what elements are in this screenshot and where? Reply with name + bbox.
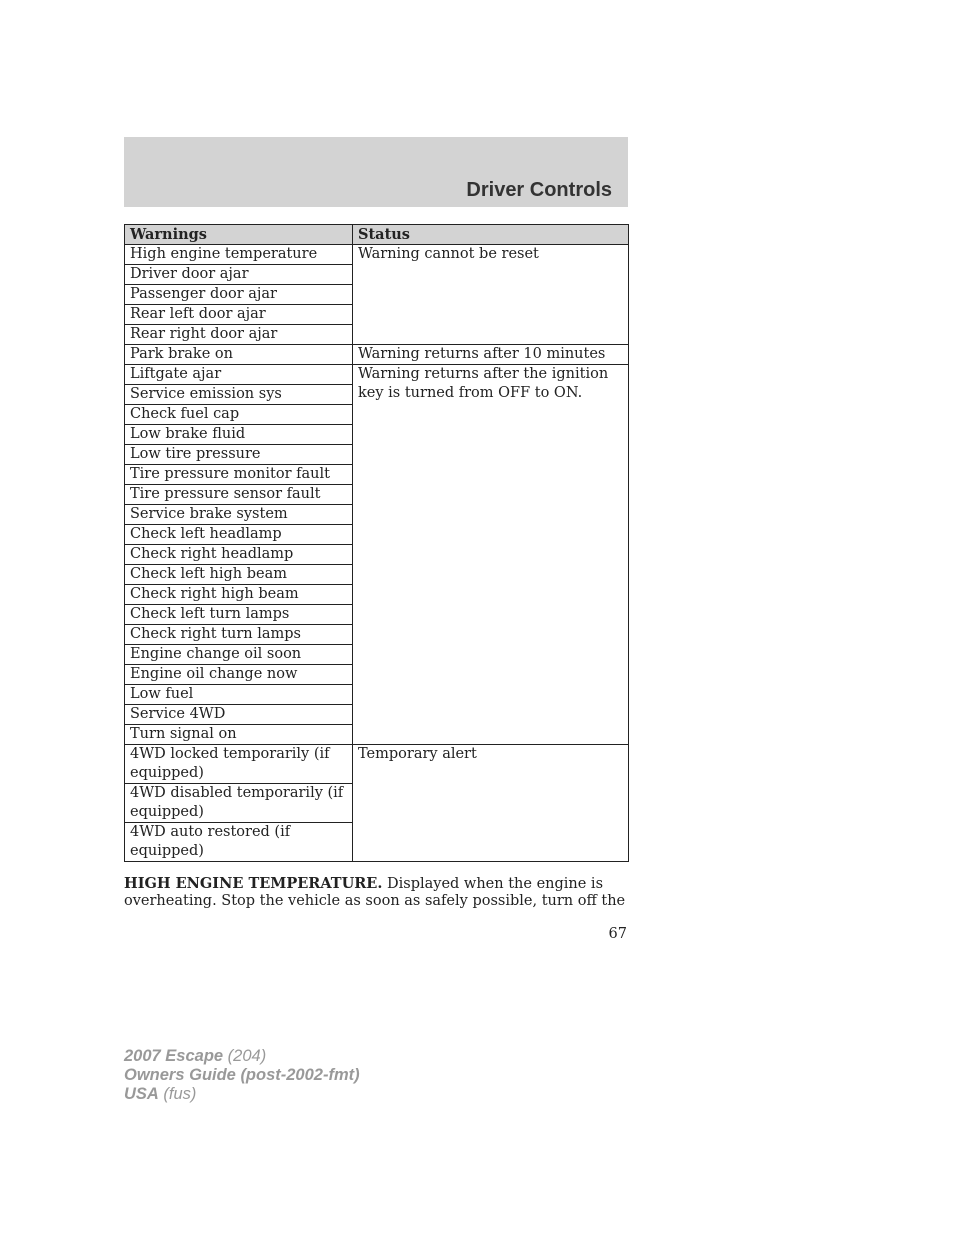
warning-cell: Check left headlamp <box>125 525 353 545</box>
warning-cell: Low fuel <box>125 685 353 705</box>
warning-cell: Passenger door ajar <box>125 285 353 305</box>
table-row <box>125 365 629 385</box>
warning-cell: Driver door ajar <box>125 265 353 285</box>
table-header-row <box>125 225 629 245</box>
body-paragraph <box>124 875 628 910</box>
warning-cell: Park brake on <box>125 345 353 365</box>
warning-cell: Service emission sys <box>125 385 353 405</box>
warning-cell: Liftgate ajar <box>125 365 353 385</box>
warning-cell: Tire pressure sensor fault <box>125 485 353 505</box>
table-row <box>125 345 629 365</box>
warning-cell: Low tire pressure <box>125 445 353 465</box>
footer-line-model: 2007 Escape (204) <box>124 1047 267 1065</box>
column-header-warnings: Warnings <box>125 225 353 245</box>
status-cell: Warning returns after 10 minutes <box>353 345 629 365</box>
warning-cell: Low brake fluid <box>125 425 353 445</box>
page-number: 67 <box>608 926 627 942</box>
warning-cell: 4WD auto restored (if equipped) <box>125 823 353 862</box>
warning-cell: Rear right door ajar <box>125 325 353 345</box>
warning-cell: Service 4WD <box>125 705 353 725</box>
warning-cell: Check right turn lamps <box>125 625 353 645</box>
status-cell: Temporary alert <box>353 745 629 862</box>
warning-cell: Check left turn lamps <box>125 605 353 625</box>
status-cell: Warning cannot be reset <box>353 245 629 345</box>
paragraph-text: Displayed when the engine is overheating. Stop the vehicle as soon as safely possible, turn off the <box>124 876 626 909</box>
warning-cell: Check left high beam <box>125 565 353 585</box>
section-title: Driver Controls <box>466 179 612 201</box>
column-header-status: Status <box>353 225 629 245</box>
warning-cell: Rear left door ajar <box>125 305 353 325</box>
paragraph-heading: HIGH ENGINE TEMPERATURE. <box>124 875 383 892</box>
warning-cell: Engine oil change now <box>125 665 353 685</box>
footer-line-guide: Owners Guide (post-2002-fmt) <box>124 1066 360 1084</box>
warning-cell: 4WD locked temporarily (if equipped) <box>125 745 353 784</box>
warning-cell: High engine temperature <box>125 245 353 265</box>
warning-cell: Engine change oil soon <box>125 645 353 665</box>
warning-cell: Check right headlamp <box>125 545 353 565</box>
footer-line-region: USA (fus) <box>124 1085 197 1103</box>
warnings-table <box>124 224 629 862</box>
status-cell: Warning returns after the ignition key is turned from OFF to ON. <box>353 365 629 745</box>
warning-cell: Check right high beam <box>125 585 353 605</box>
table-row <box>125 245 629 265</box>
table-body <box>125 245 629 862</box>
warning-cell: Check fuel cap <box>125 405 353 425</box>
warning-cell: 4WD disabled temporarily (if equipped) <box>125 784 353 823</box>
section-header <box>124 137 628 207</box>
document-footer <box>124 1047 360 1104</box>
warning-cell: Tire pressure monitor fault <box>125 465 353 485</box>
table-row <box>125 745 629 784</box>
warning-cell: Turn signal on <box>125 725 353 745</box>
warning-cell: Service brake system <box>125 505 353 525</box>
